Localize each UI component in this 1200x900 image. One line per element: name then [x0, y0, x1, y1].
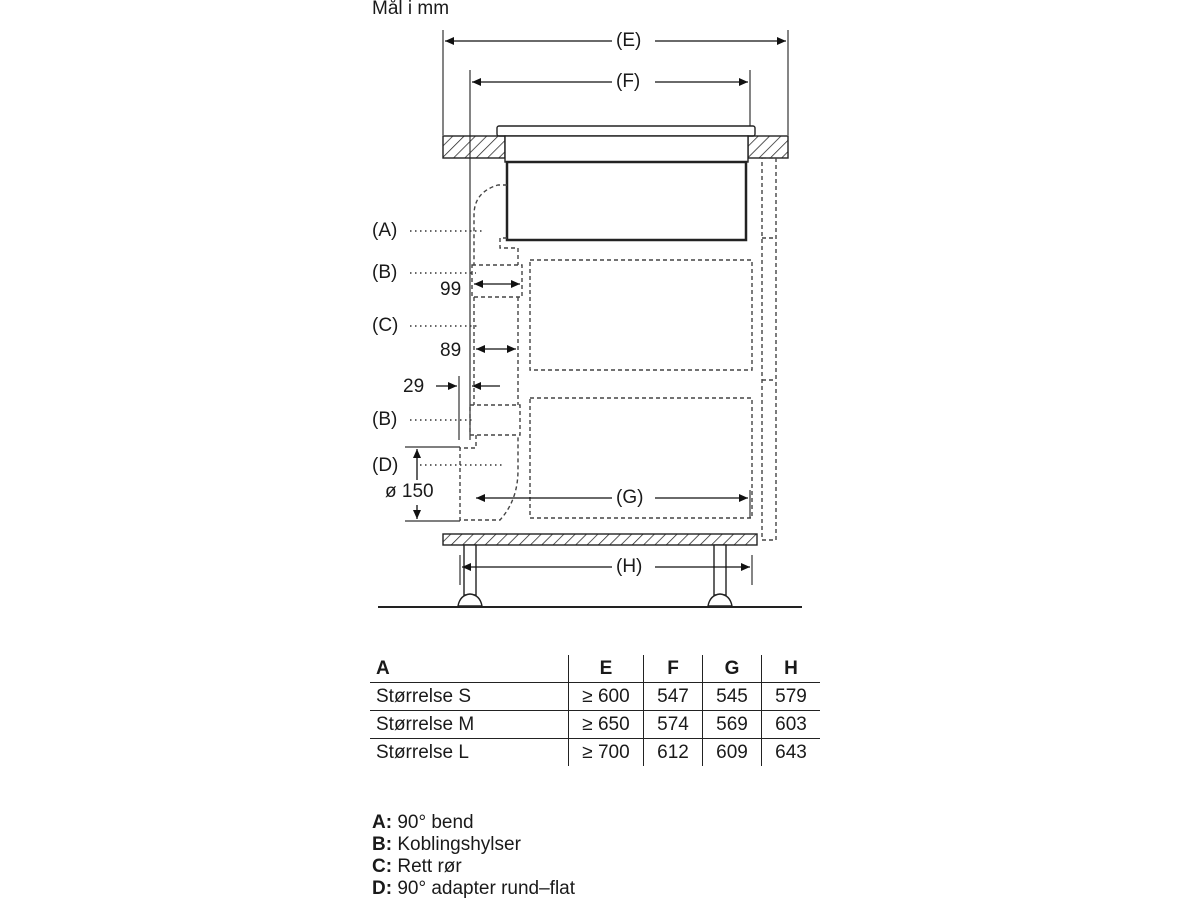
measure-89-label: 89 — [440, 340, 462, 361]
legend-key: A: — [372, 812, 393, 833]
legend-text: Koblingshylser — [397, 834, 521, 855]
table-cell: 579 — [762, 683, 821, 711]
legend-key: B: — [372, 834, 393, 855]
legs — [458, 545, 732, 606]
legend-text: 90° bend — [397, 812, 474, 833]
table-cell: 643 — [762, 739, 821, 767]
table-cell: 547 — [644, 683, 703, 711]
table-cell: 612 — [644, 739, 703, 767]
table-row — [370, 739, 820, 767]
label-e: (E) — [616, 30, 642, 51]
dimensions-table — [370, 655, 820, 766]
table-cell: Størrelse M — [370, 711, 569, 739]
label-part-c: (C) — [372, 315, 399, 336]
extractor-unit — [507, 162, 746, 240]
plinth-board — [443, 534, 757, 545]
legend-item-d — [372, 878, 575, 900]
measure-99-label: 99 — [440, 279, 462, 300]
legend-item-b — [372, 834, 575, 856]
measure-29 — [436, 376, 500, 440]
worktop-left — [443, 136, 505, 158]
legend-key: D: — [372, 878, 393, 899]
table-cell: Størrelse S — [370, 683, 569, 711]
cooktop-body — [505, 136, 748, 162]
table-cell: Størrelse L — [376, 741, 469, 763]
legend-text: Rett rør — [397, 856, 462, 877]
legend-key: C: — [372, 856, 393, 877]
table-cell: 609 — [703, 739, 762, 767]
table-cell: 545 — [703, 683, 762, 711]
table-cell: ≥ 600 — [569, 683, 644, 711]
legend-text: 90° adapter rund–flat — [397, 878, 576, 899]
label-g: (G) — [616, 487, 644, 508]
measure-diameter-label: ø 150 — [385, 481, 434, 502]
label-h: (H) — [616, 556, 643, 577]
legend-item-a — [372, 812, 575, 834]
legend — [372, 812, 575, 900]
dimension-h — [460, 555, 752, 585]
label-part-b2: (B) — [372, 409, 398, 430]
table-row — [370, 683, 820, 711]
table-row — [370, 711, 820, 739]
table-header-cell: F — [644, 655, 703, 683]
label-f: (F) — [616, 71, 641, 92]
table-cell: 569 — [703, 711, 762, 739]
table-cell: 603 — [762, 711, 821, 739]
label-part-a: (A) — [372, 220, 398, 241]
table-header-cell: G — [703, 655, 762, 683]
table-header-row — [370, 655, 820, 683]
table-cell: ≥ 650 — [569, 711, 644, 739]
table-cell: ≥ 700 — [569, 739, 644, 767]
table-cell: 574 — [644, 711, 703, 739]
units-label: Mål i mm — [372, 0, 450, 19]
legend-item-c — [372, 856, 575, 878]
label-part-d: (D) — [372, 455, 399, 476]
cooktop-glass — [497, 126, 755, 136]
label-part-b1: (B) — [372, 262, 398, 283]
measure-29-label: 29 — [403, 376, 425, 397]
table-header-cell: H — [762, 655, 821, 683]
table-header-cell: A — [370, 655, 569, 683]
dimension-g — [476, 490, 750, 518]
worktop-right — [748, 136, 788, 158]
table-header-cell: E — [569, 655, 644, 683]
